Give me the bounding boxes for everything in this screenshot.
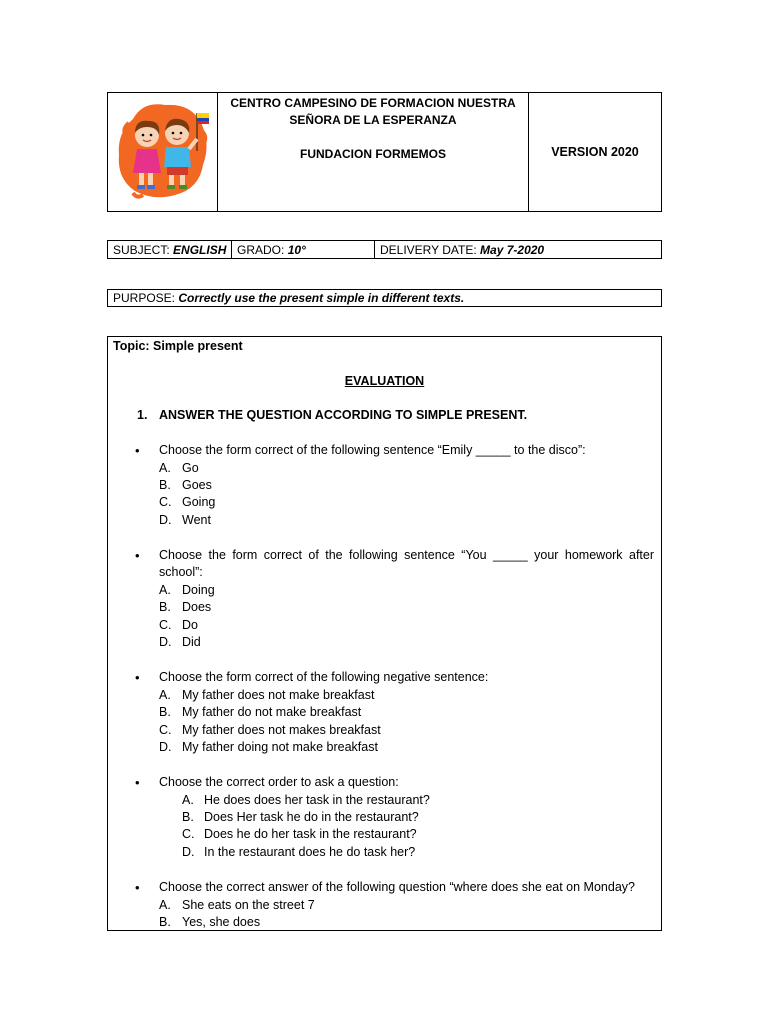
version-label: VERSION 2020 <box>551 145 639 159</box>
option-letter: C. <box>159 618 172 632</box>
option-letter: A. <box>182 793 194 807</box>
question-bullet: • <box>135 775 140 790</box>
option-text: My father do not make breakfast <box>182 705 362 719</box>
logo-cell <box>108 93 218 211</box>
option-letter: B. <box>182 810 194 824</box>
question-bullet: • <box>135 443 140 458</box>
option-letter: D. <box>159 635 172 649</box>
option-letter: D. <box>159 513 172 527</box>
purpose-value: Correctly use the present simple in different texts. <box>178 291 465 305</box>
option-text: Going <box>182 495 216 509</box>
grade-value: 10° <box>287 243 306 257</box>
evaluation-box <box>107 336 662 931</box>
option-letter: C. <box>159 495 172 509</box>
option-text: Yes, she does <box>182 915 261 929</box>
question-2-text-continued: school”: <box>159 565 203 579</box>
option-text: Does Her task he do in the restaurant? <box>204 810 419 824</box>
grade-cell <box>231 241 374 258</box>
foundation-name: FUNDACION FORMEMOS <box>300 147 446 161</box>
delivery-date-value: May 7-2020 <box>480 243 545 257</box>
question-3-text: Choose the form correct of the following negative sentence: <box>159 670 489 684</box>
evaluation-title: EVALUATION <box>344 374 425 388</box>
option-letter: D. <box>159 740 172 754</box>
option-text: Does he do her task in the restaurant? <box>204 827 417 841</box>
grade-label: GRADO: <box>237 243 285 257</box>
subject-cell <box>108 241 231 258</box>
institution-title-cell <box>218 93 529 211</box>
purpose-label: PURPOSE: <box>113 291 176 305</box>
option-letter: B. <box>159 600 171 614</box>
question-bullet: • <box>135 548 140 563</box>
subject-label: SUBJECT: <box>113 243 170 257</box>
option-text: Goes <box>182 478 212 492</box>
question-bullet: • <box>135 670 140 685</box>
question-bullet: • <box>135 880 140 895</box>
option-text: Go <box>182 461 199 475</box>
purpose-row <box>107 289 662 307</box>
institution-name-line1: CENTRO CAMPESINO DE FORMACION NUESTRA <box>230 96 516 110</box>
option-text: My father does not makes breakfast <box>182 723 381 737</box>
option-text: My father does not make breakfast <box>182 688 375 702</box>
option-letter: B. <box>159 705 171 719</box>
school-logo-children-icon <box>113 99 213 203</box>
option-letter: A. <box>159 898 171 912</box>
option-text: He does does her task in the restaurant? <box>204 793 430 807</box>
option-text: Do <box>182 618 198 632</box>
option-text: Went <box>182 513 211 527</box>
version-cell <box>529 93 661 211</box>
option-letter: D. <box>182 845 195 859</box>
header-table <box>107 92 662 212</box>
option-text: Does <box>182 600 212 614</box>
subject-info-row <box>107 240 662 259</box>
option-letter: C. <box>182 827 195 841</box>
option-letter: B. <box>159 915 171 929</box>
instruction-text: ANSWER THE QUESTION ACCORDING TO SIMPLE PRESENT. <box>159 408 528 422</box>
question-5-text: Choose the correct answer of the following question “where does she eat on Monday? <box>159 880 635 894</box>
option-letter: A. <box>159 461 171 475</box>
option-letter: B. <box>159 478 171 492</box>
option-text: In the restaurant does he do task her? <box>204 845 416 859</box>
delivery-date-label: DELIVERY DATE: <box>380 243 477 257</box>
option-text: Doing <box>182 583 215 597</box>
option-letter: A. <box>159 583 171 597</box>
topic-heading: Topic: Simple present <box>113 339 243 353</box>
option-text: Did <box>182 635 201 649</box>
question-4-text: Choose the correct order to ask a question: <box>159 775 399 789</box>
institution-name-line2: SEÑORA DE LA ESPERANZA <box>289 113 457 127</box>
subject-value: ENGLISH <box>173 243 227 257</box>
option-text: She eats on the street 7 <box>182 898 315 912</box>
option-text: My father doing not make breakfast <box>182 740 378 754</box>
instruction-number: 1. <box>137 408 148 422</box>
question-2-text: Choose the form correct of the following sentence “You _____ your homework after <box>159 548 654 562</box>
option-letter: C. <box>159 723 172 737</box>
delivery-date-cell <box>374 241 661 258</box>
question-1-text: Choose the form correct of the following sentence “Emily _____ to the disco”: <box>159 443 586 457</box>
option-letter: A. <box>159 688 171 702</box>
